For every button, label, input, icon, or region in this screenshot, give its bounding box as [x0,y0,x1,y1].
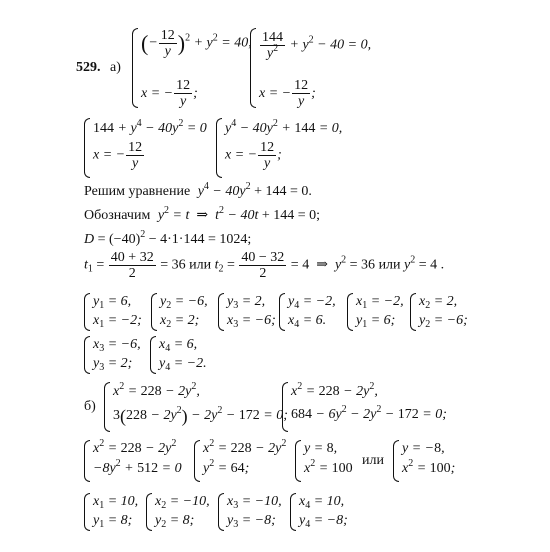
solve-line: Решим уравнение $y^4 - 40y^2 + 144 = 0$. [84,181,312,199]
part-b-label: б) [84,399,96,414]
discriminant-line: $D = (-40)^2 - 4\cdot 1\cdot 144 = 1024$; [84,229,252,247]
or-word-2: или [378,257,401,273]
denote-word: Обозначим [84,208,151,223]
problem-number: 529. [76,60,101,75]
roots-line: $t_1$ = $\frac{40 + 32}{2}$ = 36 или $t_2$ = $\frac{40 - 32}{2}$ = 4 ⇒ $y^2 = 36$ или $y^2 = 4$ . [84,250,445,281]
or-word-b: или [362,453,384,468]
or-word-1: или [189,257,212,273]
denote-line: Обозначим $y^2 = t$ ⇒ $t^2 - 40t + 144 = 0$; [84,205,321,223]
part-a-label: а) [110,60,121,75]
solve-word: Решим уравнение [84,184,191,199]
